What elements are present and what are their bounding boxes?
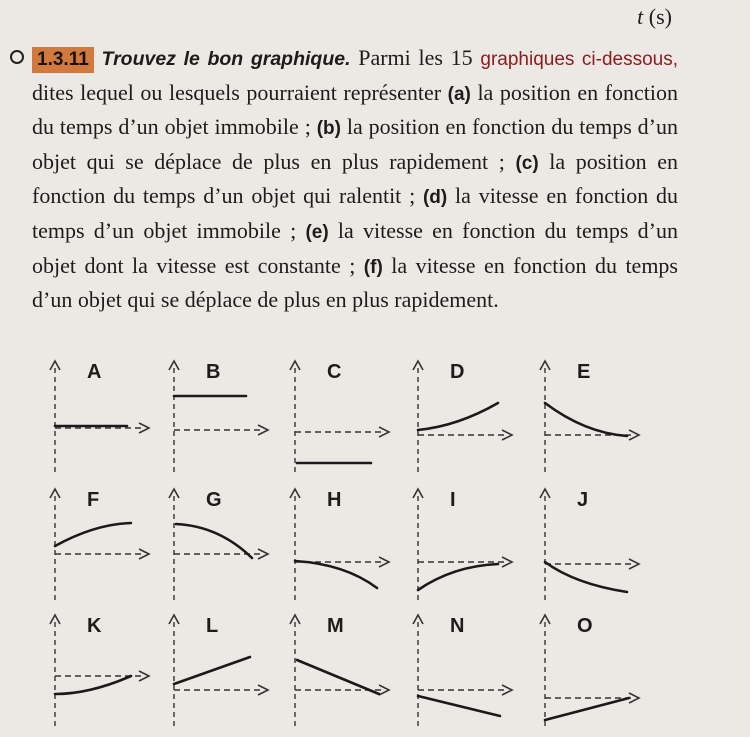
problem-text: 1.3.11 Trouvez le bon graphique. Parmi les 15 graphiques ci-dessous, dites lequel ou lesquels pourraient représenter (a) la position en fonction du temps d’un objet immobile ; (b) la position en fonction du temps d’un objet qui se déplace de plus en plus rapidement ; (c) la position en fonction du temps d’un objet qui ralentit ; (d) la vitesse en fonction du temps d’un objet immobile ; (e) la vitesse en fonction du temps d’un objet dont la vitesse est constante ; (f) la vitesse en fonction du temps d’un objet qui se déplace de plus en plus rapidement. — [32, 45, 679, 313]
part-f-label: (f) — [363, 256, 383, 278]
part-a-label: (a) — [447, 83, 471, 105]
graph-a — [50, 361, 149, 476]
graph-curve — [174, 657, 250, 684]
graph-curve — [295, 561, 377, 588]
graph-m — [290, 615, 389, 730]
graph-curve — [418, 696, 500, 716]
graph-curve — [545, 403, 627, 436]
graph-label: F — [87, 489, 100, 511]
graph-label: C — [327, 361, 342, 383]
graph-label: G — [206, 489, 222, 511]
time-unit-label: t (s) — [637, 4, 672, 29]
graph-curve — [418, 564, 498, 590]
graph-j — [540, 489, 639, 604]
problem-title: Trouvez le bon graphique. — [101, 48, 351, 70]
graph-b — [169, 361, 268, 476]
graph-k — [50, 615, 149, 730]
graph-g — [169, 489, 268, 604]
graph-label: J — [577, 489, 589, 511]
graph-curve — [418, 403, 498, 430]
graph-label: N — [450, 615, 465, 637]
graph-label: L — [206, 615, 219, 637]
graph-curve — [545, 562, 627, 592]
graph-curve — [55, 523, 131, 546]
graph-e — [540, 361, 639, 476]
graph-label: E — [577, 361, 591, 383]
part-c-label: (c) — [515, 152, 539, 174]
graph-c — [290, 361, 389, 476]
graph-curve — [176, 524, 252, 558]
problem-number: 1.3.11 — [32, 47, 94, 73]
graph-label: K — [87, 615, 102, 637]
graph-label: M — [327, 615, 344, 637]
graph-f — [50, 489, 149, 604]
graph-n — [413, 615, 512, 730]
part-d-label: (d) — [422, 187, 448, 209]
graph-curve — [55, 676, 131, 694]
graph-h — [290, 489, 389, 604]
graph-label: A — [87, 361, 102, 383]
graph-label: O — [577, 615, 593, 637]
graph-label: H — [327, 489, 342, 511]
graph-label: I — [450, 489, 456, 511]
graph-label: D — [450, 361, 465, 383]
graph-curve — [545, 698, 629, 720]
graph-o — [540, 615, 639, 730]
graph-label: B — [206, 361, 221, 383]
graph-d — [413, 361, 512, 476]
graph-curve — [297, 660, 379, 694]
part-b-label: (b) — [316, 118, 341, 140]
graph-i — [413, 489, 512, 604]
part-e-label: (e) — [305, 221, 329, 243]
graphs-note: graphiques ci-dessous, — [480, 49, 679, 70]
graph-l — [169, 615, 268, 730]
